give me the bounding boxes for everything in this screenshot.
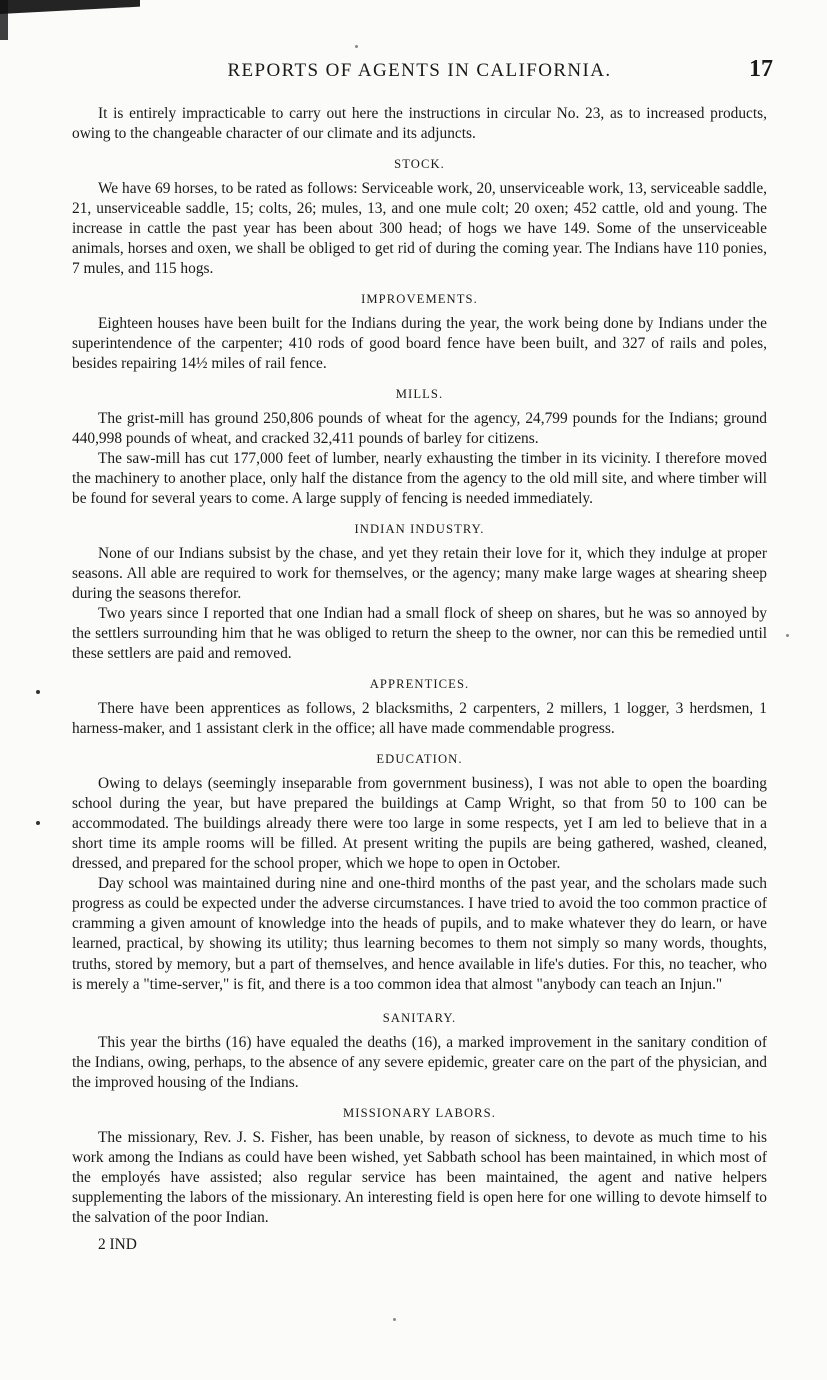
- section-improvements: [72, 292, 767, 374]
- section-indian-industry: [72, 522, 767, 664]
- scan-edge-artifact-left: [0, 0, 8, 40]
- section-heading: IMPROVEMENTS.: [361, 292, 478, 307]
- section-missionary-labors: [72, 1106, 767, 1228]
- section-paragraph: Owing to delays (seemingly inseparable from government business), I was not able to open the boarding school during the year, but have prepared the buildings at Camp Wright, so that from 50 to 100 can be accommodated. The buildings already there were too large in some respects, yet I am led to believe that in a short time its ample rooms will be filled. At present writing the pupils are being gathered, washed, cleaned, dressed, and prepared for the school proper, which we hope to open in October.: [72, 775, 767, 873]
- section-education: [72, 752, 767, 994]
- section-paragraph: There have been apprentices as follows, 2 blacksmiths, 2 carpenters, 2 millers, 1 logger, 3 herdsmen, 1 harness-maker, and 1 assistant clerk in the office; all have made commendable progress.: [72, 700, 767, 738]
- page-content: [72, 56, 773, 1254]
- section-heading: INDIAN INDUSTRY.: [354, 522, 485, 537]
- section-heading: EDUCATION.: [376, 752, 463, 767]
- page-speck: [786, 634, 789, 637]
- section-paragraph: This year the births (16) have equaled the deaths (16), a marked improvement in the sanitary condition of the Indians, owing, perhaps, to the absence of any severe epidemic, greater care on the part of the physician, and the improved housing of the Indians.: [72, 1033, 767, 1091]
- section-mills: [72, 387, 767, 509]
- running-head: REPORTS OF AGENTS IN CALIFORNIA.: [227, 60, 612, 81]
- section-paragraph: The grist-mill has ground 250,806 pounds of wheat for the agency, 24,799 pounds for the Indians; ground 440,998 pounds of wheat, and cracked 32,411 pounds of barley for citizens.: [72, 410, 767, 448]
- section-paragraph: The missionary, Rev. J. S. Fisher, has been unable, by reason of sickness, to devote as much time to his work among the Indians as could have been wished, yet Sabbath school has been maintained, in which most of the employés have assisted; also regular service has been maintained, the agent and native helpers supplementing the labors of the missionary. An interesting field is open here for one willing to devote himself to the salvation of the poor Indian.: [72, 1128, 767, 1226]
- page-number: 17: [749, 56, 773, 82]
- page-speck: [393, 1318, 396, 1321]
- section-paragraph: Day school was maintained during nine and one-third months of the past year, and the scholars made such progress as could be expected under the adverse circumstances. I have tried to avoid the too common practice of cramming a given amount of knowledge into the heads of pupils, and to make whatever they do learn, or have learned, practical, by showing its utility; thus learning becomes to them not simply so many words, thoughts, truths, stored by memory, but a part of themselves, and hence available in life's duties. For this, no teacher, who is merely a "time-server," is fit, and there is a too common idea that almost "anybody can teach an Injun.": [72, 875, 767, 993]
- section-paragraph: None of our Indians subsist by the chase, and yet they retain their love for it, which they indulge at proper seasons. All able are required to work for themselves, or the agency; many make large wages at shearing sheep during the seasons therefor.: [72, 545, 767, 603]
- section-heading: APPRENTICES.: [369, 677, 470, 692]
- section-heading: STOCK.: [394, 157, 445, 172]
- section-heading: SANITARY.: [382, 1010, 457, 1025]
- section-stock: [72, 157, 767, 279]
- section-paragraph: The saw-mill has cut 177,000 feet of lumber, nearly exhausting the timber in its vicinity. I therefore moved the machinery to another place, only half the distance from the agency to the old mill site, and where timber will be found for several years to come. A large supply of fencing is needed immediately.: [72, 450, 767, 508]
- signature-mark: 2 IND: [98, 1235, 137, 1253]
- section-sanitary: [72, 1011, 767, 1093]
- margin-mark: [36, 690, 40, 694]
- intro-paragraph: It is entirely impracticable to carry out here the instructions in circular No. 23, as to increased products, owing to the changeable character of our climate and its adjuncts.: [72, 105, 767, 143]
- margin-mark: [36, 821, 40, 825]
- page-speck: [355, 45, 358, 48]
- section-apprentices: [72, 677, 767, 739]
- section-paragraph: We have 69 horses, to be rated as follows: Serviceable work, 20, unserviceable work, 13, serviceable saddle, 21, unserviceable saddle, 15; colts, 26; mules, 13, and one mule colt; 20 oxen; 452 cattle, old and young. The increase in cattle the past year has been about 300 head; of hogs we have 149. Some of the unserviceable animals, horses and oxen, we shall be obliged to get rid of during the coming year. The Indians have 110 ponies, 7 mules, and 115 hogs.: [72, 180, 767, 278]
- page-header: [72, 56, 773, 82]
- scan-edge-artifact: [0, 0, 140, 14]
- section-paragraph: Two years since I reported that one Indian had a small flock of sheep on shares, but he was so annoyed by the settlers surrounding him that he was obliged to return the sheep to the owner, nor can this be remedied until these settlers are paid and removed.: [72, 605, 767, 663]
- section-paragraph: Eighteen houses have been built for the Indians during the year, the work being done by Indians under the superintendence of the carpenter; 410 rods of good board fence have been built, and 327 of rails and poles, besides repairing 14½ miles of rail fence.: [72, 315, 767, 373]
- section-heading: MISSIONARY LABORS.: [343, 1105, 496, 1120]
- section-heading: MILLS.: [395, 387, 444, 402]
